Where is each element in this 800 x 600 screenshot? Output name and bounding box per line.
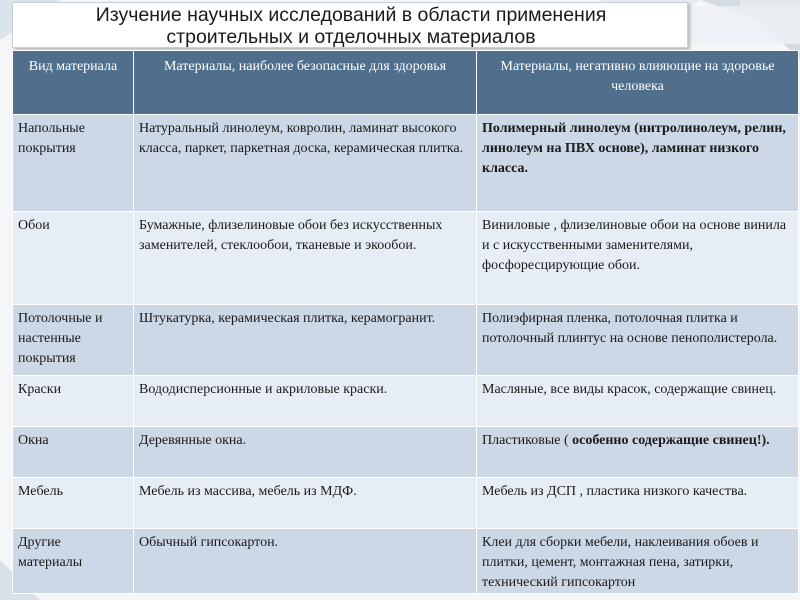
cell-safe: Обычный гипсокартон. <box>134 529 477 594</box>
table-row <box>13 427 799 478</box>
cell-safe: Деревянные окна. <box>134 427 477 478</box>
header-harmful-materials: Материалы, негативно влияющие на здоровье человека <box>477 51 799 115</box>
decorative-panel <box>690 6 800 44</box>
table-row <box>13 212 799 305</box>
cell-material-type: Окна <box>13 427 134 478</box>
table-row <box>13 115 799 212</box>
cell-material-type: Другие материалы <box>13 529 134 594</box>
cell-harmful <box>477 427 799 478</box>
materials-table <box>12 50 799 594</box>
title-line-2: строительных и отделочных материалов <box>166 26 536 48</box>
cell-harmful: Полиэфирная пленка, потолочная плитка и потолочный плинтус на основе пенополистерола. <box>477 305 799 376</box>
cell-safe: Штукатурка, керамическая плитка, керамогранит. <box>134 305 477 376</box>
table-row <box>13 478 799 529</box>
cell-material-type: Напольные покрытия <box>13 115 134 212</box>
table-row <box>13 305 799 376</box>
title-line-1: Изучение научных исследований в области применения <box>95 4 607 26</box>
cell-harmful: Мебель из ДСП , пластика низкого качества. <box>477 478 799 529</box>
table-row <box>13 529 799 594</box>
cell-material-type: Мебель <box>13 478 134 529</box>
cell-harmful: Виниловые , флизелиновые обои на основе винила и с искусственными заменителями, фосфоресцирующие обои. <box>477 212 799 305</box>
cell-harmful: Клеи для сборки мебели, наклеивания обоев и плитки, цемент, монтажная пена, затирки, технический гипсокартон <box>477 529 799 594</box>
cell-harmful: Полимерный линолеум (нитролинолеум, релин, линолеум на ПВХ основе), ламинат низкого класса. <box>477 115 799 212</box>
table-row <box>13 376 799 427</box>
harmful-plain-text: Пластиковые ( <box>482 433 573 448</box>
cell-material-type: Краски <box>13 376 134 427</box>
cell-safe: Вододисперсионные и акриловые краски. <box>134 376 477 427</box>
decorative-notch <box>740 0 800 6</box>
cell-harmful: Масляные, все виды красок, содержащие свинец. <box>477 376 799 427</box>
cell-safe: Мебель из массива, мебель из МДФ. <box>134 478 477 529</box>
harmful-bold-text: особенно содержащие свинец!). <box>572 433 770 448</box>
page-title <box>13 4 689 48</box>
cell-safe: Натуральный линолеум, ковролин, ламинат высокого класса, паркет, паркетная доска, керамическая плитка. <box>134 115 477 212</box>
cell-material-type: Потолочные и настенные покрытия <box>13 305 134 376</box>
cell-safe: Бумажные, флизелиновые обои без искусственных заменителей, стеклообои, тканевые и экообои. <box>134 212 477 305</box>
table-header-row <box>13 51 799 115</box>
header-safe-materials: Материалы, наиболее безопасные для здоровья <box>134 51 477 115</box>
header-material-type: Вид материала <box>13 51 134 115</box>
title-box <box>12 2 688 48</box>
cell-material-type: Обои <box>13 212 134 305</box>
